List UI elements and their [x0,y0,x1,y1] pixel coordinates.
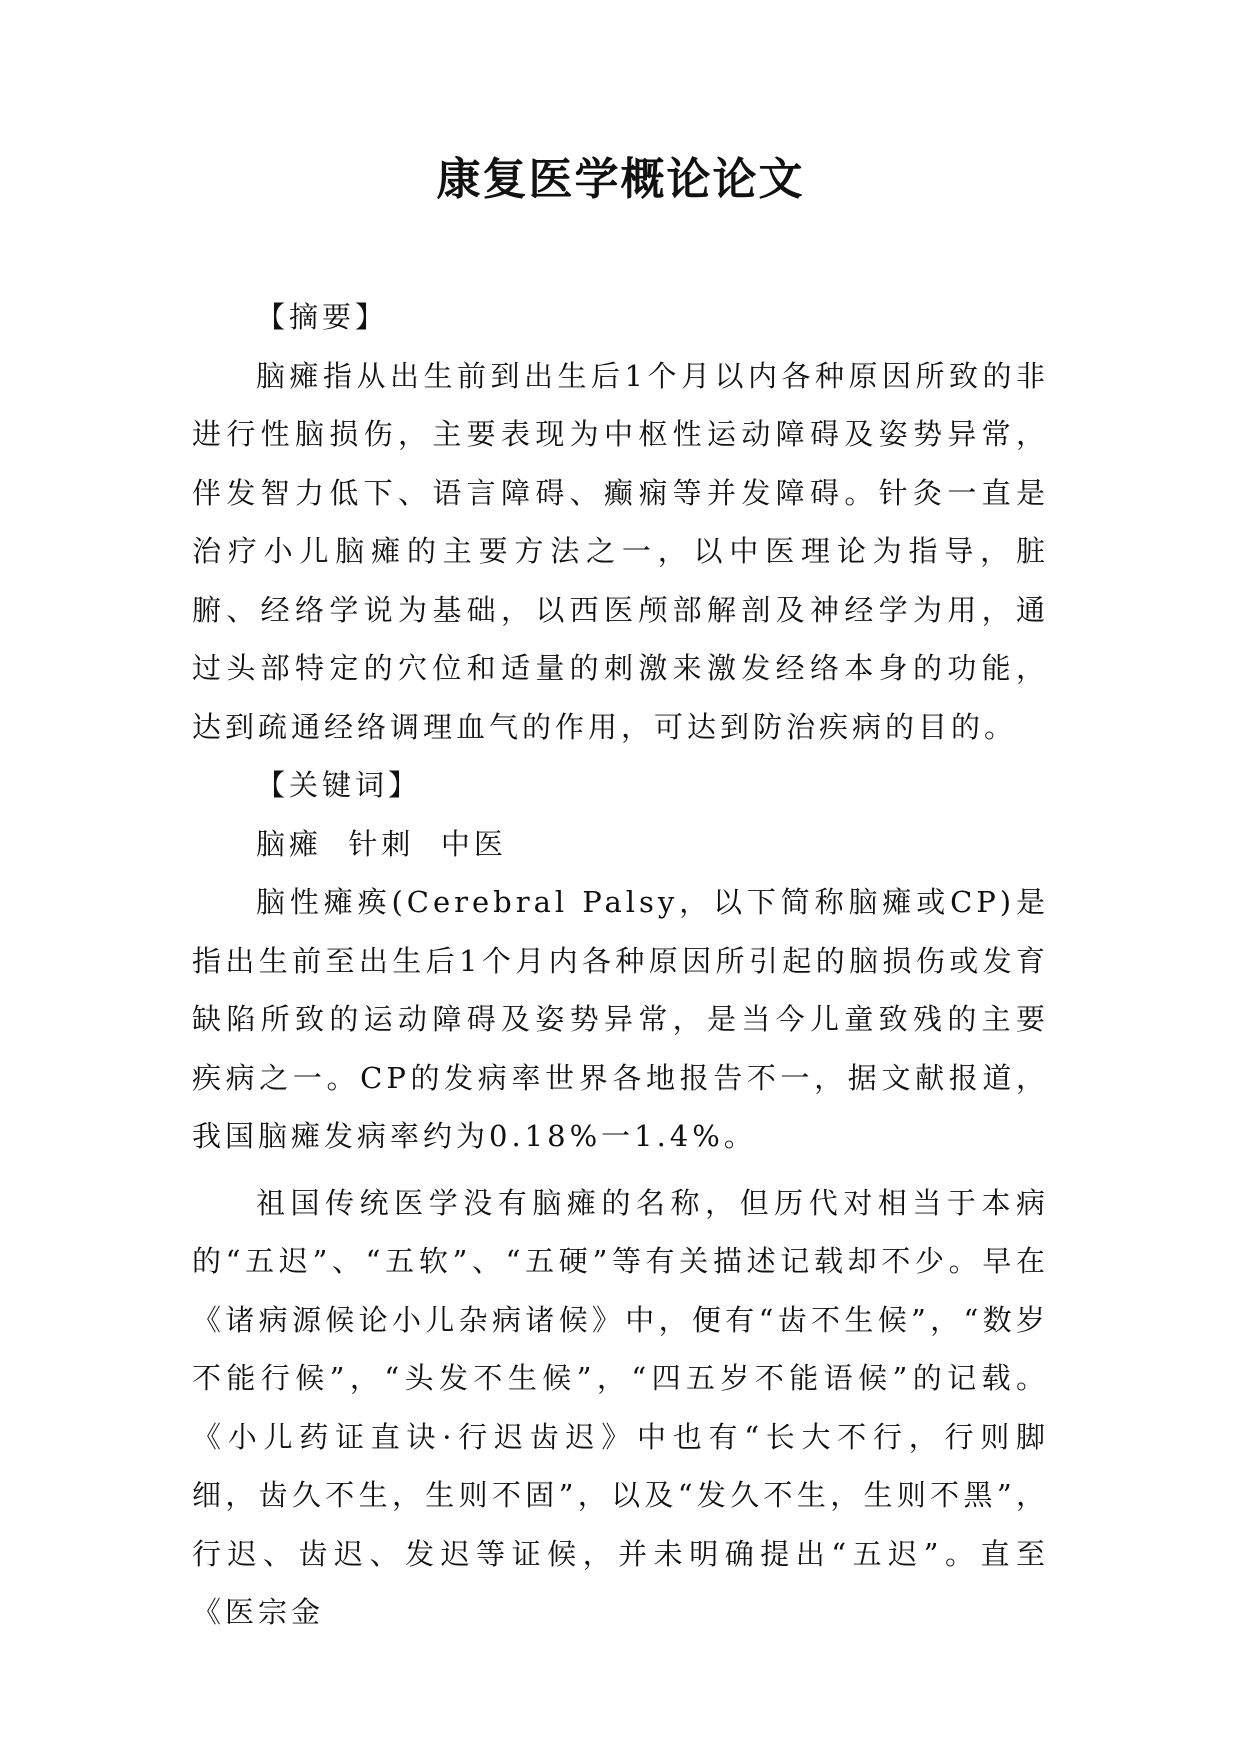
body-paragraph: 脑性瘫痪(Cerebral Palsy，以下简称脑瘫或CP)是指出生前至出生后1个月内各种原因所引起的脑损伤或发育缺陷所致的运动障碍及姿势异常，是当今儿童致残的主要疾病之一。CP的发病率世界各地报告不一，据文献报道，我国脑瘫发病率约为0.18%一1.4%。 [192,885,1049,1153]
body-paragraph: 祖国传统医学没有脑瘫的名称，但历代对相当于本病的“五迟”、“五软”、“五硬”等有关描述记载却不少。早在《诸病源候论小儿杂病诸候》中，便有“齿不生候”，“数岁不能行候”，“头发不生候”，“四五岁不能语候”的记载。《小儿药证直诀·行迟齿迟》中也有“长大不行，行则脚细，齿久不生，生则不固”，以及“发久不生，生则不黑”，行迟、齿迟、发迟等证候，并未明确提出“五迟”。直至《医宗金 [192,1185,1049,1629]
abstract-heading: 【摘要】 [256,300,389,334]
abstract-paragraph: 脑瘫指从出生前到出生后1个月以内各种原因所致的非进行性脑损伤，主要表现为中枢性运动障碍及姿势异常，伴发智力低下、语言障碍、癫痫等并发障碍。针灸一直是治疗小儿脑瘫的主要方法之一，以中医理论为指导，脏腑、经络学说为基础，以西医颅部解剖及神经学为用，通过头部特定的穴位和适量的刺激来激发经络本身的功能，达到疏通经络调理血气的作用，可达到防治疾病的目的。 [192,358,1049,744]
keywords-heading: 【关键词】 [256,768,422,802]
keywords-line: 脑瘫 针刺 中医 [256,826,507,861]
document-body [192,288,1049,1642]
document-title: 康复医学概论论文 [436,154,805,205]
